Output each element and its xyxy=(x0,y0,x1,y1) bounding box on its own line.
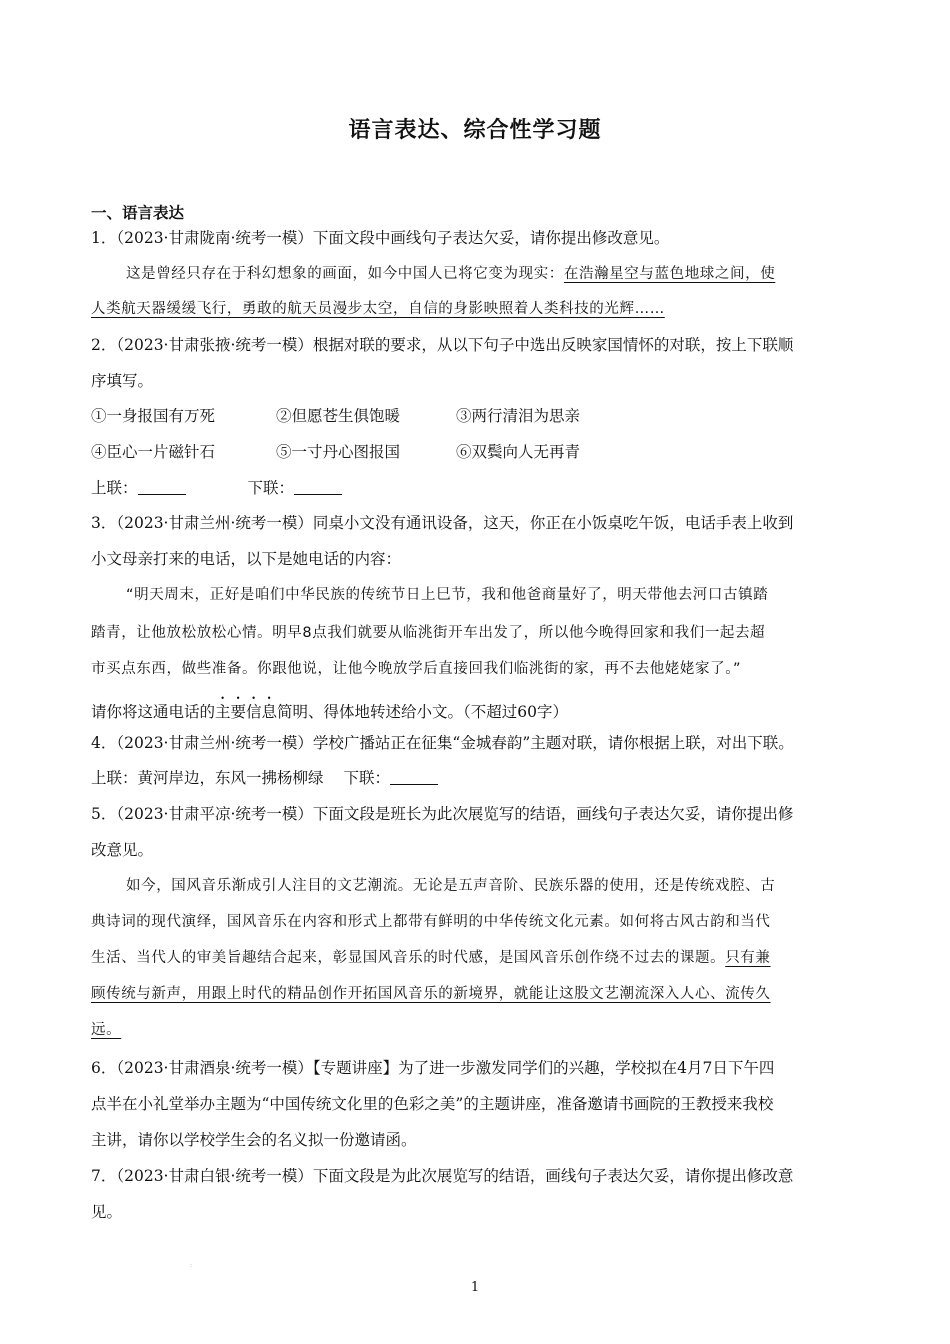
page-title: 语言表达、综合性学习题 xyxy=(348,117,602,143)
upper-couplet-label: 上联： xyxy=(91,479,138,497)
question-5-passage-line-1: 如今，国风音乐渐成引人注目的文艺潮流。无论是五声音阶、民族乐器的使用，还是传统戏腔、古 xyxy=(126,878,776,894)
question-6-line-2: 点半在小礼堂举办主题为“中国传统文化里的色彩之美”的主题讲座，准备邀请书画院的王教授来我校 xyxy=(91,1095,774,1113)
question-3-stem-line-2: 小文母亲打来的电话，以下是她电话的内容： xyxy=(91,550,402,568)
lower-couplet-blank[interactable] xyxy=(390,770,438,785)
question-2-options-row-2 xyxy=(91,442,580,462)
question-3-stem-line-1: 3．（2023·甘肃兰州·统考一模）同桌小文没有通讯设备，这天，你正在小饭桌吃午饭，电话手表上收到 xyxy=(91,514,794,532)
lower-couplet-label: 下联： xyxy=(247,479,295,497)
question-7-line-2: 见。 xyxy=(91,1203,123,1221)
page-number: 1 xyxy=(470,1280,480,1295)
question-4-stem: 4．（2023·甘肃兰州·统考一模）学校广播站正在征集“金城春韵”主题对联，请你根据上联，对出下联。 xyxy=(91,734,794,752)
question-5-passage-line-4 xyxy=(91,984,771,1004)
option-1: ①一身报国有万死 xyxy=(91,407,216,425)
section-heading: 一、语言表达 xyxy=(91,203,185,222)
question-1-passage-line-2 xyxy=(91,299,665,319)
question-6-line-3: 主讲，请你以学校学生会的名义拟一份邀请函。 xyxy=(91,1131,417,1149)
question-3-passage-line-1: “明天周末，正好是咱们中华民族的传统节日上巳节，我和他爸商量好了，明天带他去河口古镇踏 xyxy=(126,587,769,603)
question-4-couplet xyxy=(91,768,438,788)
task-text: 简明、得体地转述给小文。（不超过60字） xyxy=(277,703,569,721)
passage-text: 这是曾经只存在于科幻想象的画面，如今中国人已将它变为现实： xyxy=(126,266,564,282)
option-3: ③两行清泪为思亲 xyxy=(456,407,581,425)
question-6-line-1: 6．（2023·甘肃酒泉·统考一模）【专题讲座】为了进一步激发同学们的兴趣，学校拟在4月7日下午四 xyxy=(91,1059,775,1077)
underlined-sentence: 人类航天器缓缓飞行，勇敢的航天员漫步太空，自信的身影映照着人类科技的光辉…… xyxy=(91,301,665,317)
upper-couplet: 上联：黄河岸边，东风一拂杨柳绿 xyxy=(91,769,324,787)
question-3-passage-line-2: 踏青，让他放松放松心情。明早8点我们就要从临洮街开车出发了，所以他今晚得回家和我们一起去超 xyxy=(91,625,766,641)
question-5-stem-line-2: 改意见。 xyxy=(91,841,154,859)
question-3-passage-line-3: 市买点东西，做些准备。你跟他说，让他今晚放学后直接回我们临洮街的家，再不去他姥姥家了。” xyxy=(91,661,742,677)
emphasized-text: 主要信息 xyxy=(215,703,278,721)
option-6: ⑥双鬓向人无再青 xyxy=(456,443,581,461)
task-text: 请你将这通电话的 xyxy=(91,703,216,721)
question-5-stem-line-1: 5．（2023·甘肃平凉·统考一模）下面文段是班长为此次展览写的结语，画线句子表达欠妥，请你提出修 xyxy=(91,805,794,823)
question-2-stem-line-1: 2．（2023·甘肃张掖·统考一模）根据对联的要求，从以下句子中选出反映家国情怀的对联，按上下联顺 xyxy=(91,336,794,354)
underlined-sentence: 远。 xyxy=(91,1022,122,1038)
lower-couplet-blank[interactable] xyxy=(294,480,342,495)
upper-couplet-blank[interactable] xyxy=(138,480,186,495)
passage-text: 生活、当代人的审美旨趣结合起来，彰显国风音乐的时代感，是国风音乐创作绕不过去的课题。 xyxy=(91,950,726,966)
question-2-options-row-1 xyxy=(91,406,580,426)
question-5-passage-line-3 xyxy=(91,948,771,968)
question-1-passage-line-1 xyxy=(126,264,775,284)
option-4: ④臣心一片磁针石 xyxy=(91,443,216,461)
question-2-answer-row xyxy=(91,478,342,498)
question-7-line-1: 7．（2023·甘肃白银·统考一模）下面文段是为此次展览写的结语，画线句子表达欠妥，请你提出修改意 xyxy=(91,1167,794,1185)
question-5-passage-line-5 xyxy=(91,1020,121,1040)
option-2: ②但愿苍生俱饱暖 xyxy=(276,407,401,425)
question-5-passage-line-2: 典诗词的现代演绎，国风音乐在内容和形式上都带有鲜明的中华传统文化元素。如何将古风古韵和当代 xyxy=(91,914,771,930)
question-2-stem-line-2: 序填写。 xyxy=(91,372,154,390)
footer-mark: : xyxy=(190,1262,193,1269)
underlined-sentence: 只有兼 xyxy=(725,950,771,966)
underlined-sentence: 顾传统与新声，用跟上时代的精品创作开拓国风音乐的新境界，就能让这股文艺潮流深入人心、流传久 xyxy=(91,986,771,1002)
lower-couplet-label: 下联： xyxy=(343,769,391,787)
question-1-stem: 1．（2023·甘肃陇南·统考一模）下面文段中画线句子表达欠妥，请你提出修改意见。 xyxy=(91,229,670,247)
option-5: ⑤一寸丹心图报国 xyxy=(276,443,401,461)
question-3-task xyxy=(91,694,568,722)
underlined-sentence: 在浩瀚星空与蓝色地球之间，使 xyxy=(563,266,776,282)
